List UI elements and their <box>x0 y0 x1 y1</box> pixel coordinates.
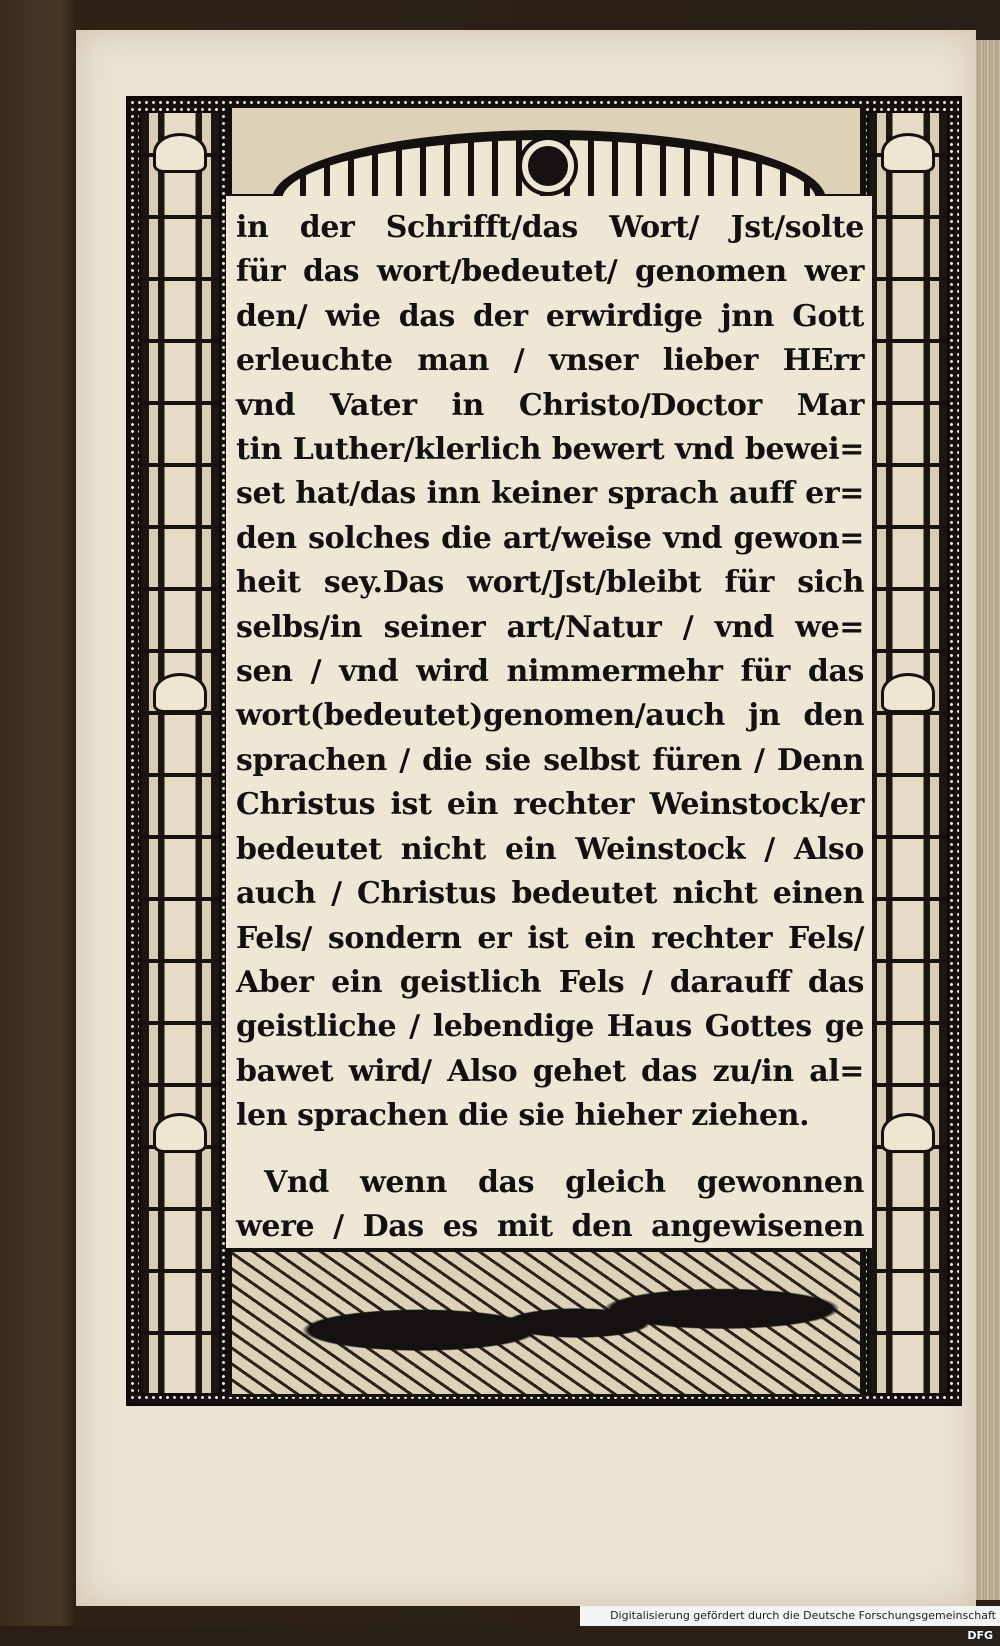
text-line: bedeutet nicht ein Weinstock / Also <box>236 831 864 867</box>
text-line: selbs/in seiner art/Natur / vnd we= <box>236 609 864 645</box>
text-line: heit sey.Das wort/Jst/bleibt für sich <box>236 565 864 601</box>
text-line: sprachen / die sie selbst füren / Denn <box>236 742 864 778</box>
text-line: Fels/ sondern er ist ein rechter Fels/ <box>236 920 864 956</box>
bottom-putto-ornament <box>229 1249 863 1397</box>
right-pillar-ornament <box>867 111 949 1395</box>
top-arch-ornament <box>229 105 863 197</box>
text-line: auch / Christus bedeutet nicht einen <box>236 876 864 912</box>
pillar-ornament <box>881 1113 935 1153</box>
text-line: in der Schrifft/das Wort/ Jst/solte <box>236 210 864 245</box>
pillar-capital-ornament <box>153 133 207 173</box>
body-text <box>226 196 872 1248</box>
text-line: sen / vnd wird nimmermehr für das <box>236 654 864 690</box>
text-line: bawet wird/ Also gehet das zu/in al= <box>236 1053 864 1089</box>
credit-text: Digitalisierung gefördert durch die Deutsche Forschungsgemeinschaft <box>610 1609 996 1622</box>
rosette-ornament <box>522 140 574 192</box>
pillar-capital-ornament <box>881 133 935 173</box>
left-pillar-ornament <box>139 111 221 1395</box>
text-line: geistliche / lebendige Haus Gottes ge <box>236 1009 864 1045</box>
text-line: vnd Vater in Christo/Doctor Mar <box>236 387 864 423</box>
text-line: für das wort/bedeutet/ genomen wer <box>236 254 864 290</box>
text-line: den solches die art/weise vnd gewon= <box>236 520 864 556</box>
text-line: Christus ist ein rechter Weinstock/er <box>236 787 864 823</box>
text-line: Vnd wenn das gleich gewonnen <box>264 1164 864 1200</box>
dfg-logo: DFG <box>964 1629 996 1643</box>
text-line: tin Luther/klerlich bewert vnd bewei= <box>236 432 864 468</box>
text-line: Aber ein geistlich Fels / darauff das <box>236 964 864 1000</box>
paragraph-gap <box>236 1139 864 1161</box>
text-line: erleuchte man / vnser lieber HErr <box>236 343 864 379</box>
text-line: wort(bedeutet)genomen/auch jn den <box>236 698 864 734</box>
pillar-ornament <box>881 673 935 713</box>
pillar-ornament <box>153 1113 207 1153</box>
text-line: set hat/das inn keiner sprach auff er= <box>236 476 864 512</box>
text-line: den/ wie das der erwirdige jnn Gott <box>236 298 864 334</box>
text-line: were / Das es mit den angewisenen <box>236 1208 864 1244</box>
pillar-ornament <box>153 673 207 713</box>
digitization-credit <box>580 1606 1000 1642</box>
text-line: len sprachen die sie hieher ziehen. <box>236 1098 810 1134</box>
